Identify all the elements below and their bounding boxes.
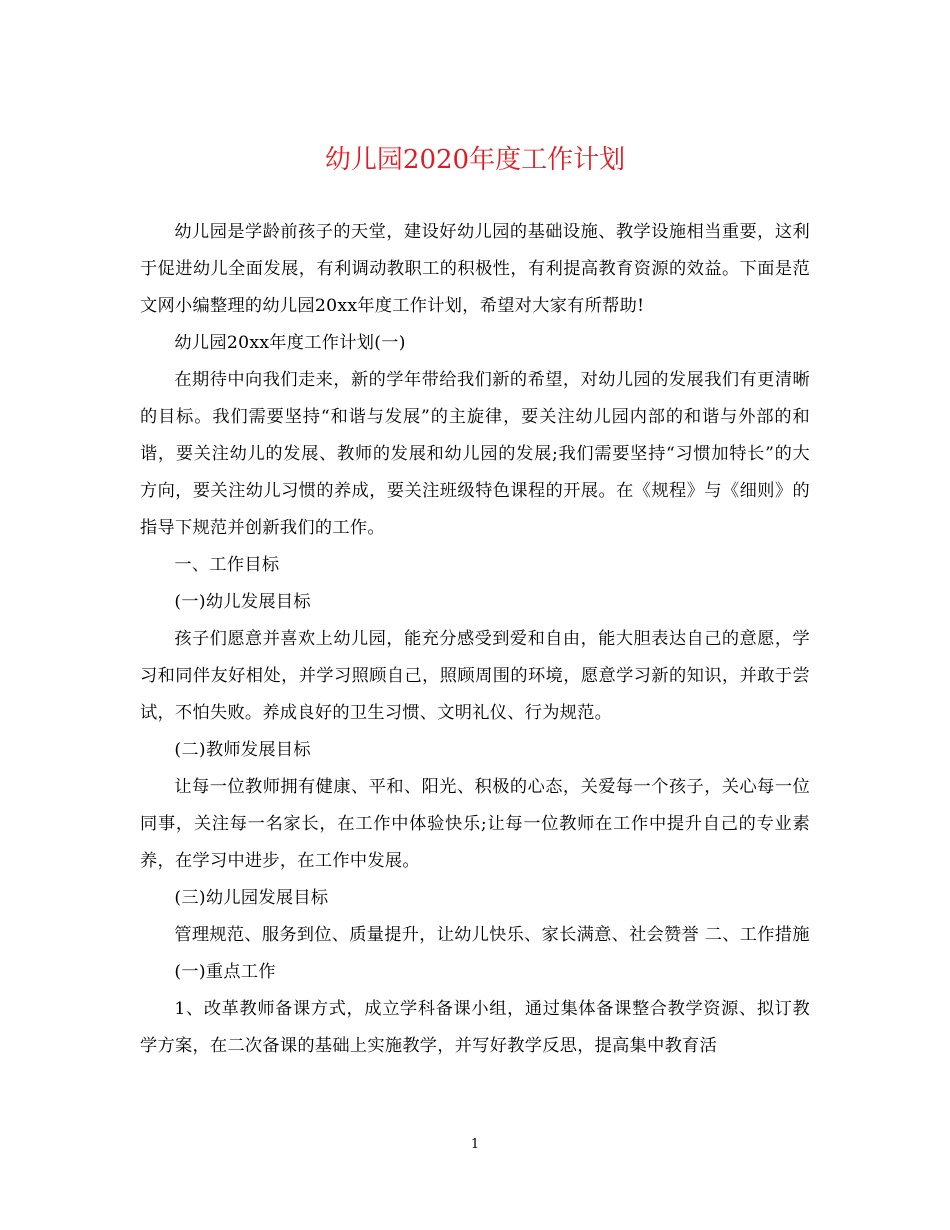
document-body (140, 214, 810, 1065)
paragraph-intro: 幼儿园是学龄前孩子的天堂，建设好幼儿园的基础设施、教学设施相当重要，这利于促进幼儿全面发展，有利调动教职工的积极性，有利提高教育资源的效益。下面是范文网小编整理的幼儿园20xx年度工作计划，希望对大家有所帮助! (140, 222, 810, 316)
page-number: 1 (470, 1137, 480, 1152)
paragraph-kindergarten-goals: 管理规范、服务到位、质量提升，让幼儿快乐、家长满意、社会赞誉 二、工作措施 (174, 925, 810, 945)
paragraph-child-goals: 孩子们愿意并喜欢上幼儿园，能充分感受到爱和自由，能大胆表达自己的意愿，学习和同伴友好相处，并学习照顾自己，照顾周围的环境，愿意学习新的知识，并敢于尝试，不怕失败。养成良好的卫生习惯、文明礼仪、行为规范。 (140, 629, 810, 723)
document-title: 幼儿园2020年度工作计划 (324, 145, 626, 175)
paragraph-goals-overview: 在期待中向我们走来，新的学年带给我们新的希望，对幼儿园的发展我们有更清晰的目标。我们需要坚持“和谐与发展”的主旋律，要关注幼儿园内部的和谐与外部的和谐，要关注幼儿的发展、教师的发展和幼儿园的发展;我们需要坚持“习惯加特长”的大方向，要关注幼儿习惯的养成，要关注班级特色课程的开展。在《规程》与《细则》的指导下规范并创新我们的工作。 (140, 370, 810, 538)
section-heading-work-goals: 一、工作目标 (174, 555, 280, 575)
subheading-teacher-goals: (二)教师发展目标 (174, 740, 311, 760)
subheading-key-work: (一)重点工作 (174, 962, 276, 982)
paragraph-plan-heading: 幼儿园20xx年度工作计划(一) (174, 333, 406, 353)
paragraph-key-work-1: 1、改革教师备课方式，成立学科备课小组，通过集体备课整合教学资源、拟订教学方案，在二次备课的基础上实施教学，并写好教学反思，提高集中教育活 (140, 999, 810, 1056)
subheading-kindergarten-goals: (三)幼儿园发展目标 (174, 888, 329, 908)
paragraph-teacher-goals: 让每一位教师拥有健康、平和、阳光、积极的心态，关爱每一个孩子，关心每一位同事，关注每一名家长，在工作中体验快乐;让每一位教师在工作中提升自己的专业素养，在学习中进步，在工作中发展。 (140, 777, 810, 871)
subheading-child-goals: (一)幼儿发展目标 (174, 592, 311, 612)
